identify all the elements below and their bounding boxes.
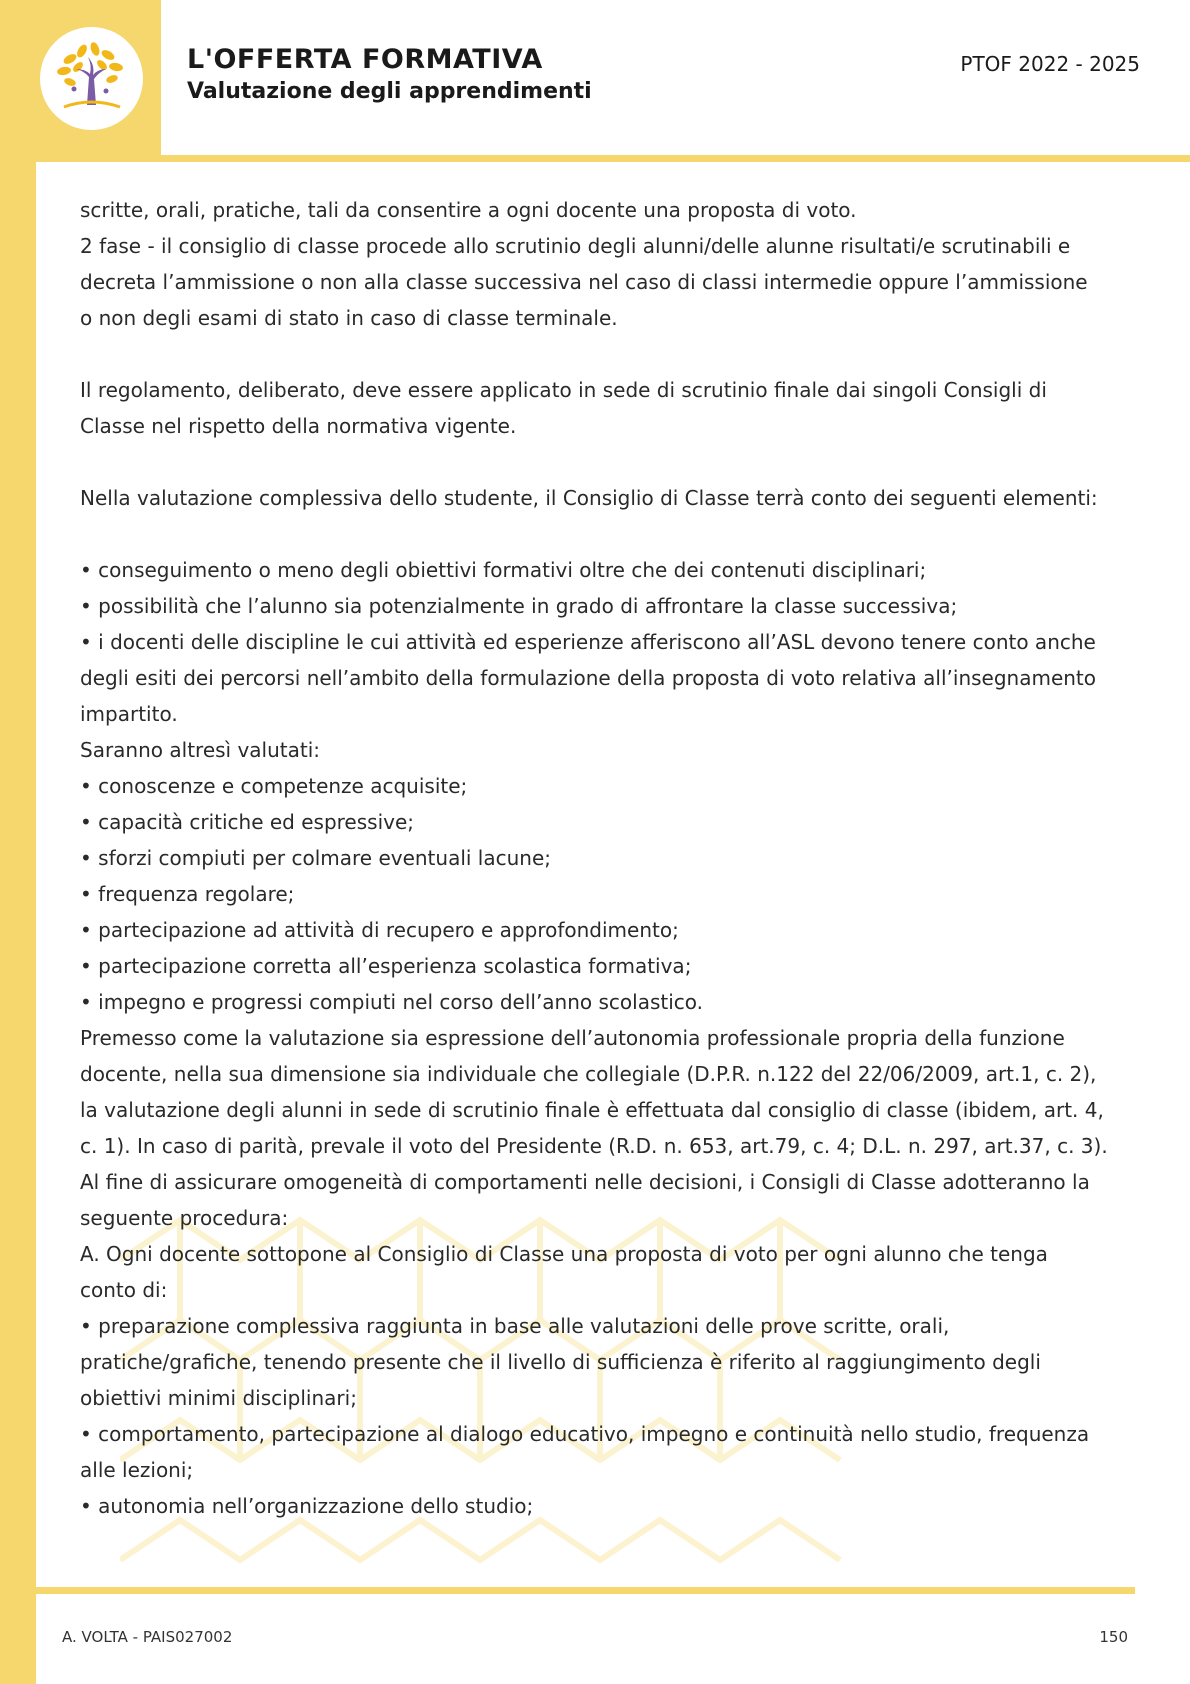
- footer-school-code: A. VOLTA - PAIS027002: [62, 1628, 233, 1646]
- paragraph-gap: [80, 444, 1120, 480]
- text-line: o non degli esami di stato in caso di classe terminale.: [80, 306, 618, 330]
- text-line: • capacità critiche ed espressive;: [80, 810, 415, 834]
- text-line: la valutazione degli alunni in sede di scrutinio finale è effettuata dal consiglio di classe (ibidem, art. 4,: [80, 1098, 1104, 1122]
- text-line: • sforzi compiuti per colmare eventuali lacune;: [80, 846, 552, 870]
- left-accent-band: [0, 0, 36, 1684]
- text-line: c. 1). In caso di parità, prevale il voto del Presidente (R.D. n. 653, art.79, c. 4; D.L. n. 297, art.37, c. 3).: [80, 1134, 1108, 1158]
- text-line: • frequenza regolare;: [80, 882, 295, 906]
- text-line: Classe nel rispetto della normativa vigente.: [80, 414, 517, 438]
- tree-logo-icon: [40, 27, 143, 130]
- text-line: • comportamento, partecipazione al dialogo educativo, impegno e continuità nello studio, frequenza: [80, 1422, 1090, 1446]
- text-line: • possibilità che l’alunno sia potenzialmente in grado di affrontare la classe successiva;: [80, 594, 958, 618]
- text-line: Saranno altresì valutati:: [80, 738, 321, 762]
- text-line: Nella valutazione complessiva dello studente, il Consiglio di Classe terrà conto dei seguenti elementi:: [80, 486, 1098, 510]
- footer-divider: [36, 1587, 1135, 1594]
- text-line: A. Ogni docente sottopone al Consiglio di Classe una proposta di voto per ogni alunno che tenga: [80, 1242, 1048, 1266]
- text-line: obiettivi minimi disciplinari;: [80, 1386, 357, 1410]
- text-line: • autonomia nell’organizzazione dello studio;: [80, 1494, 534, 1518]
- text-line: 2 fase - il consiglio di classe procede allo scrutinio degli alunni/delle alunne risultati/e scrutinabili e: [80, 234, 1071, 258]
- paragraph-gap: [80, 336, 1120, 372]
- page-number: 150: [1099, 1628, 1128, 1646]
- text-line: degli esiti dei percorsi nell’ambito della formulazione della proposta di voto relativa all’insegnamento: [80, 666, 1097, 690]
- school-logo: [40, 27, 143, 130]
- text-line: impartito.: [80, 702, 178, 726]
- text-line: seguente procedura:: [80, 1206, 289, 1230]
- text-line: • partecipazione corretta all’esperienza scolastica formativa;: [80, 954, 692, 978]
- text-line: • partecipazione ad attività di recupero e approfondimento;: [80, 918, 679, 942]
- page-title: L'OFFERTA FORMATIVA: [187, 44, 543, 75]
- page-subtitle: Valutazione degli apprendimenti: [187, 79, 592, 104]
- text-line: conto di:: [80, 1278, 168, 1302]
- text-line: • conoscenze e competenze acquisite;: [80, 774, 468, 798]
- text-line: scritte, orali, pratiche, tali da consentire a ogni docente una proposta di voto.: [80, 198, 857, 222]
- text-line: decreta l’ammissione o non alla classe successiva nel caso di classi intermedie oppure l’ammissione: [80, 270, 1088, 294]
- header-divider: [36, 155, 1190, 162]
- text-line: alle lezioni;: [80, 1458, 194, 1482]
- ptof-label: PTOF 2022 - 2025: [960, 52, 1140, 76]
- text-line: pratiche/grafiche, tenendo presente che il livello di sufficienza è riferito al raggiungimento degli: [80, 1350, 1041, 1374]
- text-line: Il regolamento, deliberato, deve essere applicato in sede di scrutinio finale dai singoli Consigli di: [80, 378, 1047, 402]
- text-line: • impegno e progressi compiuti nel corso dell’anno scolastico.: [80, 990, 704, 1014]
- text-line: • i docenti delle discipline le cui attività ed esperienze afferiscono all’ASL devono tenere conto anche: [80, 630, 1096, 654]
- text-line: • preparazione complessiva raggiunta in base alle valutazioni delle prove scritte, orali,: [80, 1314, 950, 1338]
- paragraph-gap: [80, 516, 1120, 552]
- body-text: [80, 192, 1120, 1524]
- text-line: Al fine di assicurare omogeneità di comportamenti nelle decisioni, i Consigli di Classe adotteranno la: [80, 1170, 1090, 1194]
- text-line: docente, nella sua dimensione sia individuale che collegiale (D.P.R. n.122 del 22/06/2009, art.1, c. 2),: [80, 1062, 1097, 1086]
- text-line: Premesso come la valutazione sia espressione dell’autonomia professionale propria della funzione: [80, 1026, 1065, 1050]
- text-line: • conseguimento o meno degli obiettivi formativi oltre che dei contenuti disciplinari;: [80, 558, 927, 582]
